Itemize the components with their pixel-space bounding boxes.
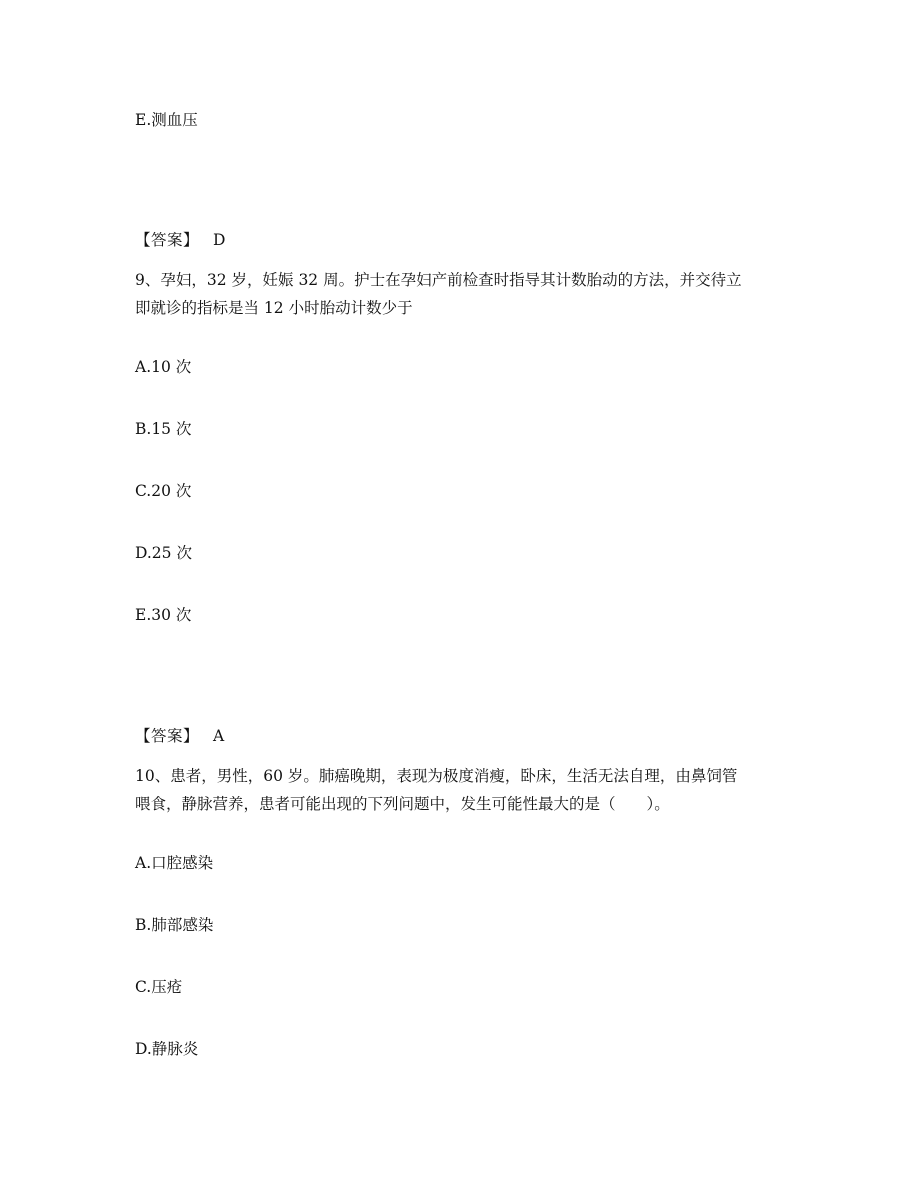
q9-option-a: A.10 次 bbox=[135, 358, 192, 376]
question-9-line-1: 9、孕妇，32 岁，妊娠 32 周。护士在孕妇产前检查时指导其计数胎动的方法，并交待立 bbox=[135, 271, 742, 289]
answer-label: 【答案】 bbox=[135, 727, 200, 745]
q9-option-e: E.30 次 bbox=[135, 606, 192, 624]
answer-line-q9 bbox=[135, 724, 224, 748]
question-9-stem bbox=[135, 266, 785, 322]
question-10-line-2: 喂食，静脉营养，患者可能出现的下列问题中，发生可能性最大的是（ ）。 bbox=[135, 795, 670, 813]
answer-value: A bbox=[213, 727, 225, 745]
q10-option-c: C.压疮 bbox=[135, 978, 183, 996]
q10-option-a: A.口腔感染 bbox=[135, 854, 214, 872]
question-10-stem bbox=[135, 762, 785, 818]
answer-label: 【答案】 bbox=[135, 231, 200, 249]
q9-option-b: B.15 次 bbox=[135, 420, 192, 438]
answer-line-q8 bbox=[135, 228, 225, 252]
answer-value: D bbox=[213, 231, 226, 249]
q9-option-d: D.25 次 bbox=[135, 544, 192, 562]
q10-option-d: D.静脉炎 bbox=[135, 1040, 199, 1058]
q10-option-b: B.肺部感染 bbox=[135, 916, 214, 934]
option-e-blood-pressure: E.测血压 bbox=[135, 111, 198, 129]
question-9-line-2: 即就诊的指标是当 12 小时胎动计数少于 bbox=[135, 299, 413, 317]
q9-option-c: C.20 次 bbox=[135, 482, 192, 500]
question-10-line-1: 10、患者，男性，60 岁。肺癌晚期，表现为极度消瘦，卧床，生活无法自理，由鼻饲管 bbox=[135, 767, 738, 785]
